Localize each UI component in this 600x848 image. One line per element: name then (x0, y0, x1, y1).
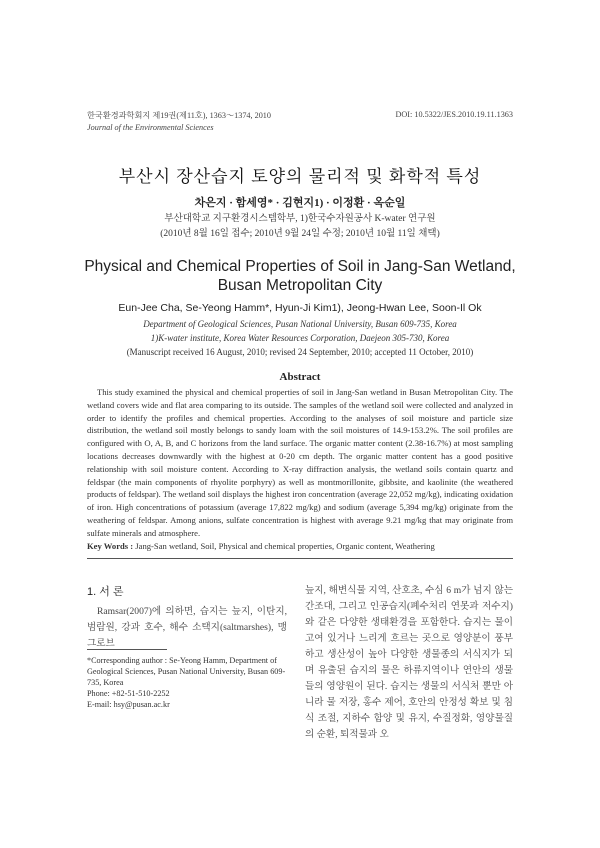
journal-header (87, 110, 271, 134)
keywords-divider (87, 558, 513, 559)
title-english-line-2: Busan Metropolitan City (217, 277, 383, 294)
keywords-list: Jang-San wetland, Soil, Physical and chemical properties, Organic content, Weathering (133, 541, 435, 551)
footnote-phone: Phone: +82-51-510-2252 (87, 689, 170, 698)
journal-citation-kr: 한국환경과학회지 제19권(제11호), 1363～1374, 2010 (87, 111, 271, 120)
title-korean: 부산시 장산습지 토양의 물리적 및 화학적 특성 (118, 167, 482, 186)
footnote-corresponding-author: *Corresponding author : Se-Yeong Hamm, Department of Geological Sciences, Pusan National University, Busan 609-735, Korea (87, 656, 286, 687)
footnote-email: E-mail: hsy@pusan.ac.kr (87, 700, 170, 709)
affiliation-english-2: 1)K-water institute, Korea Water Resources Corporation, Daejeon 305-730, Korea (150, 333, 450, 343)
abstract-body: This study examined the physical and chemical properties of soil in Jang-San wetland in Busan Metropolitan City. The wetland covers wide and flat area comparing to its outside. The samples of the wetland soil were collected and analyzed in order to identify the profiles and chemical properties. According to the analyses of soil moisture and particle size distribution, the wetland soil mostly belongs to sandy loam with the soil moistures of 14.9-153.2%. The soil profiles are configured with O, A, B, and C horizons from the land surface. The organic matter content (2.38-16.7%) at most sampling locations decreases downwardly with the highest at 0-20 cm depth. The organic matter content has a good positive relationship with soil moisture content. According to X-ray diffraction analysis, the wetland soils contain quartz and feldspar (the main components of rhyolite porphyry) as well as montmorillonite, gibbsite, and kaolinite (the weathered products of feldspar). The wetland soil displays the highest iron concentration (average 22,052 mg/kg), indicating oxidation of iron. High concentrations of potassium (average 17,822 mg/kg) and sodium (average 5,394 mg/kg) originate from the weathering of feldspar. Among anions, sulfate concentration is highest with average 9.21 mg/kg that may originate from sulfate minerals and atmosphere. (87, 387, 513, 538)
journal-name-en: Journal of the Environmental Sciences (87, 123, 214, 132)
footnote (87, 655, 287, 710)
title-english-line-1: Physical and Chemical Properties of Soil in Jang-San Wetland, (84, 258, 516, 275)
keywords-label: Key Words : (87, 541, 134, 551)
dates-korean: (2010년 8월 16일 접수; 2010년 9월 24일 수정; 2010년 10월 11일 채택) (160, 229, 440, 239)
affiliation-korean: 부산대학교 지구환경시스템학부, 1)한국수자원공사 K-water 연구원 (164, 214, 436, 224)
title-english (0, 257, 600, 295)
body-right-column: 늪지, 해변식물 지역, 산호초, 수심 6 m가 넘지 않는 간조대, 그리고 인공습지(폐수처리 연못과 저수지)와 같은 다양한 생태환경을 포함한다. 습지는 물이 고여 있거나 느리게 흐르는 곳으로 영양분이 풍부하고 생산성이 높아 다양한 생물종의 서식지가 되며 유출된 습지의 물은 하류지역이나 연안의 생물들의 영양원이 된다. 습지는 생물의 서식처 뿐만 아니라 물 저장, 홍수 제어, 호안의 안정성 확보 및 침식 조절, 지하수 함양 및 유지, 수질정화, 영양물질의 순환, 퇴적물과 오 (305, 585, 513, 740)
section-heading-introduction: 1. 서 론 (87, 586, 124, 598)
footnote-divider (87, 649, 167, 650)
affiliation-english-1: Department of Geological Sciences, Pusan National University, Busan 609-735, Korea (143, 319, 457, 329)
body-left-column: Ramsar(2007)에 의하면, 습지는 늪지, 이탄지, 범람원, 강과 호수, 해수 소택지(saltmarshes), 맹그로브 (87, 606, 287, 649)
doi: DOI: 10.5322/JES.2010.19.11.1363 (395, 110, 513, 119)
authors-korean: 차은지 · 함세영* · 김현지1) · 이정환 · 옥순일 (194, 197, 406, 209)
abstract-heading: Abstract (279, 371, 321, 383)
authors-english: Eun-Jee Cha, Se-Yeong Hamm*, Hyun-Ji Kim1), Jeong-Hwan Lee, Soon-Il Ok (118, 302, 482, 314)
manuscript-dates: (Manuscript received 16 August, 2010; revised 24 September, 2010; accepted 11 October, 2010) (126, 347, 474, 357)
keywords (87, 541, 513, 551)
